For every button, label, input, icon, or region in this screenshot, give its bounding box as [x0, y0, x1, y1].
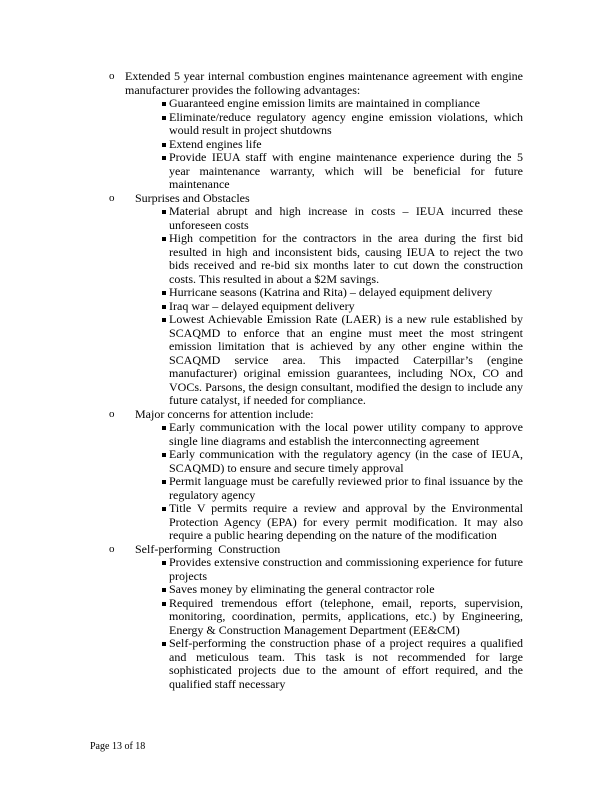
section-surprises-obstacles	[108, 192, 523, 408]
square-bullet-icon	[162, 237, 166, 241]
section-major-concerns	[108, 408, 523, 543]
section-heading: Major concerns for attention include:	[135, 406, 314, 421]
circle-bullet-icon: o	[109, 70, 115, 82]
section-heading: Surprises and Obstacles	[135, 190, 250, 205]
list-item: Required tremendous effort (telephone, email, reports, supervision, monitoring, coordination, permits, applications, etc.) by Engineering, Energy & Construction Management Department (EE&CM)	[115, 597, 523, 638]
circle-bullet-icon: o	[109, 407, 115, 420]
section-heading: Extended 5 year internal combustion engines maintenance agreement with engine manufacturer provides the following advantages:	[125, 69, 523, 97]
bullet-list	[115, 97, 523, 192]
square-bullet-icon	[162, 210, 166, 214]
bullet-list	[115, 556, 523, 691]
square-bullet-icon	[162, 156, 166, 160]
square-bullet-icon	[162, 507, 166, 511]
square-bullet-icon	[162, 102, 166, 106]
list-item: Provides extensive construction and commissioning experience for future projects	[115, 556, 523, 583]
list-item: Iraq war – delayed equipment delivery	[115, 300, 523, 314]
section-heading: Self-performing Construction	[135, 541, 281, 556]
bullet-list	[115, 421, 523, 543]
page-content	[108, 70, 523, 691]
square-bullet-icon	[162, 602, 166, 606]
page-number: Page 13 of 18	[90, 741, 146, 752]
section-self-performing-construction	[108, 543, 523, 692]
square-bullet-icon	[162, 318, 166, 322]
square-bullet-icon	[162, 426, 166, 430]
square-bullet-icon	[162, 305, 166, 309]
circle-bullet-icon: o	[109, 542, 115, 555]
list-item: Hurricane seasons (Katrina and Rita) – delayed equipment delivery	[115, 286, 523, 300]
square-bullet-icon	[162, 291, 166, 295]
list-item: Permit language must be carefully reviewed prior to final issuance by the regulatory agency	[115, 475, 523, 502]
square-bullet-icon	[162, 116, 166, 120]
section-maintenance-agreement	[108, 70, 523, 192]
list-item: Lowest Achievable Emission Rate (LAER) is a new rule established by SCAQMD to enforce that an engine must meet the most stringent emission limitation that is achieved by any other engine within the SCAQMD service area. This impacted Caterpillar’s (engine manufacturer) original emission guarantees, including NOx, CO and VOCs. Parsons, the design consultant, modified the design to include any future catalyst, if needed for compliance.	[115, 313, 523, 408]
list-item: Early communication with the regulatory agency (in the case of IEUA, SCAQMD) to ensure and secure timely approval	[115, 448, 523, 475]
square-bullet-icon	[162, 588, 166, 592]
circle-bullet-icon: o	[109, 191, 115, 204]
square-bullet-icon	[162, 642, 166, 646]
square-bullet-icon	[162, 480, 166, 484]
list-item: Extend engines life	[115, 138, 523, 152]
list-item: Material abrupt and high increase in costs – IEUA incurred these unforeseen costs	[115, 205, 523, 232]
list-item: Saves money by eliminating the general contractor role	[115, 583, 523, 597]
bullet-list	[115, 205, 523, 408]
list-item: Title V permits require a review and approval by the Environmental Protection Agency (EPA) for every permit modification. It may also require a public hearing depending on the nature of the modification	[115, 502, 523, 543]
list-item: Self-performing the construction phase of a project requires a qualified and meticulous team. This task is not recommended for large sophisticated projects due to the amount of effort required, and the qualified staff necessary	[115, 637, 523, 691]
square-bullet-icon	[162, 453, 166, 457]
list-item: Early communication with the local power utility company to approve single line diagrams and establish the interconnecting agreement	[115, 421, 523, 448]
list-item: Provide IEUA staff with engine maintenance experience during the 5 year maintenance warranty, which will be beneficial for future maintenance	[115, 151, 523, 192]
square-bullet-icon	[162, 561, 166, 565]
list-item: Guaranteed engine emission limits are maintained in compliance	[115, 97, 523, 111]
square-bullet-icon	[162, 143, 166, 147]
list-item: High competition for the contractors in the area during the first bid resulted in high and inconsistent bids, causing IEUA to reject the two bids received and re-bid six months later to cut down the construction costs. This resulted in about a $2M savings.	[115, 232, 523, 286]
list-item: Eliminate/reduce regulatory agency engine emission violations, which would result in project shutdowns	[115, 111, 523, 138]
